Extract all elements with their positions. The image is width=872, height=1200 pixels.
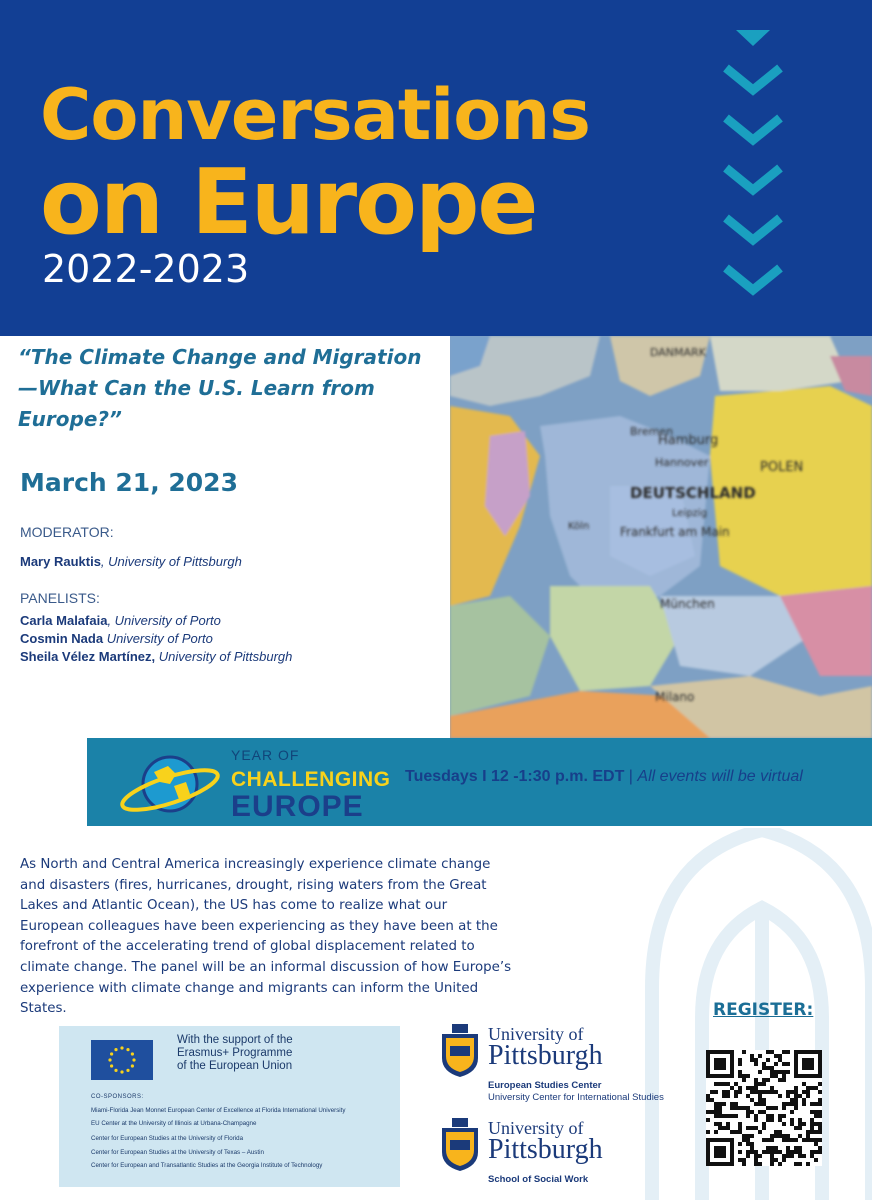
sponsor-box <box>59 1026 400 1187</box>
panelist-entry <box>20 649 292 664</box>
map-label: DANMARK <box>650 346 706 359</box>
pitt-department-name: European Studies Center <box>488 1080 602 1091</box>
cosponsors-label: CO-SPONSORS: <box>91 1094 144 1100</box>
map-label: Milano <box>655 690 695 704</box>
panelist-name: Sheila Vélez Martínez, <box>20 649 156 664</box>
globe-icon <box>120 748 225 816</box>
eu-star <box>126 1069 129 1072</box>
pitt-wordmark: Pittsburgh <box>488 1040 603 1071</box>
schedule-band <box>87 738 872 826</box>
event-description: As North and Central America increasingly experience climate change and disasters (fires, hurricanes, drought, rising waters from the Great Lakes and Atlantic Ocean), the US has come to realize what our European colleagues have been experiencing as they have been at the forefront of the accelerating trend of global displacement related to climate change. The panel will be an informal discussion of how Europe’s experience with climate change and migrants can inform the United States. <box>20 857 512 1017</box>
eu-star <box>108 1058 111 1061</box>
panelist-name: Cosmin Nada <box>20 631 104 646</box>
map-label: POLEN <box>760 460 804 475</box>
panelist-affiliation: University of Porto <box>103 631 213 646</box>
support-line: With the support of the <box>177 1034 293 1046</box>
moderator-label: MODERATOR: <box>20 524 114 540</box>
schedule-separator: | <box>624 768 638 785</box>
registration-qr-code[interactable] <box>706 1050 822 1166</box>
year-of-challenging-europe-logo <box>120 744 391 823</box>
logo-year-of: YEAR OF <box>231 747 300 763</box>
eu-star <box>132 1058 135 1061</box>
title-line-2: on Europe <box>40 150 537 255</box>
eu-star <box>126 1048 129 1051</box>
register-link[interactable]: REGISTER: <box>713 1000 814 1020</box>
eu-star <box>131 1064 134 1067</box>
eu-star <box>114 1048 117 1051</box>
pitt-department-sub: University Center for International Studies <box>488 1092 664 1103</box>
eu-star <box>110 1064 113 1067</box>
panelist-entry <box>20 613 221 628</box>
pitt-department-name: School of Social Work <box>488 1174 589 1185</box>
cosponsor-item: Center for European Studies at the University of Florida <box>91 1135 244 1142</box>
map-label: München <box>660 597 715 611</box>
pitt-shield-icon <box>440 1118 480 1172</box>
moderator-entry <box>20 554 242 569</box>
title-line-1: Conversations <box>40 74 590 156</box>
panelists-label: PANELISTS: <box>20 590 100 606</box>
support-line: Erasmus+ Programme <box>177 1047 293 1059</box>
map-label: Hamburg <box>658 433 719 448</box>
cosponsor-item: Miami-Florida Jean Monnet European Center of Excellence at Florida International University <box>91 1107 346 1114</box>
event-title: “The Climate Change and Migration—What Can the U.S. Learn from Europe?” <box>18 345 422 431</box>
eu-star <box>120 1046 123 1049</box>
panelist-name: Carla Malafaia <box>20 613 108 628</box>
eu-star <box>110 1052 113 1055</box>
moderator-affiliation: , University of Pittsburgh <box>100 554 242 569</box>
panelist-affiliation: University of Pittsburgh <box>155 649 293 664</box>
schedule-time: Tuesdays I 12 -1:30 p.m. EDT <box>405 768 625 785</box>
pitt-university-of: University of <box>488 1118 584 1138</box>
logo-europe: EUROPE <box>231 790 364 823</box>
eu-star <box>120 1070 123 1073</box>
pitt-wordmark: Pittsburgh <box>488 1134 603 1165</box>
cosponsor-item: Center for European Studies at the University of Texas – Austin <box>91 1149 264 1156</box>
support-line: of the European Union <box>177 1060 293 1072</box>
schedule-info <box>405 768 803 786</box>
series-years: 2022-2023 <box>42 247 250 291</box>
pitt-shield-icon <box>440 1024 480 1078</box>
moderator-name: Mary Rauktis <box>20 554 101 569</box>
eu-star <box>131 1052 134 1055</box>
schedule-note: All events will be virtual <box>637 768 803 785</box>
logo-challenging: CHALLENGING <box>231 768 391 791</box>
event-date: March 21, 2023 <box>20 468 238 497</box>
map-label: DEUTSCHLAND <box>630 484 756 502</box>
header-banner <box>0 0 872 336</box>
eu-star <box>114 1069 117 1072</box>
cosponsor-item: Center for European and Transatlantic Studies at the Georgia Institute of Technology <box>91 1162 323 1169</box>
europe-map-image <box>450 336 872 738</box>
map-label: Bremen <box>630 425 674 438</box>
chevron-down-decoration-icon <box>718 28 788 318</box>
map-label: Köln <box>568 521 590 532</box>
pitt-university-of: University of <box>488 1024 584 1044</box>
map-label: Hannover <box>655 456 709 469</box>
map-label: Frankfurt am Main <box>620 525 730 539</box>
panelist-affiliation: , University of Porto <box>107 613 221 628</box>
cosponsor-item: EU Center at the University of Illinois at Urbana-Champagne <box>91 1120 257 1127</box>
panelist-entry <box>20 631 213 646</box>
eu-flag-icon <box>91 1040 153 1080</box>
map-label: Leipzig <box>672 508 708 519</box>
erasmus-support-text <box>177 1034 293 1073</box>
